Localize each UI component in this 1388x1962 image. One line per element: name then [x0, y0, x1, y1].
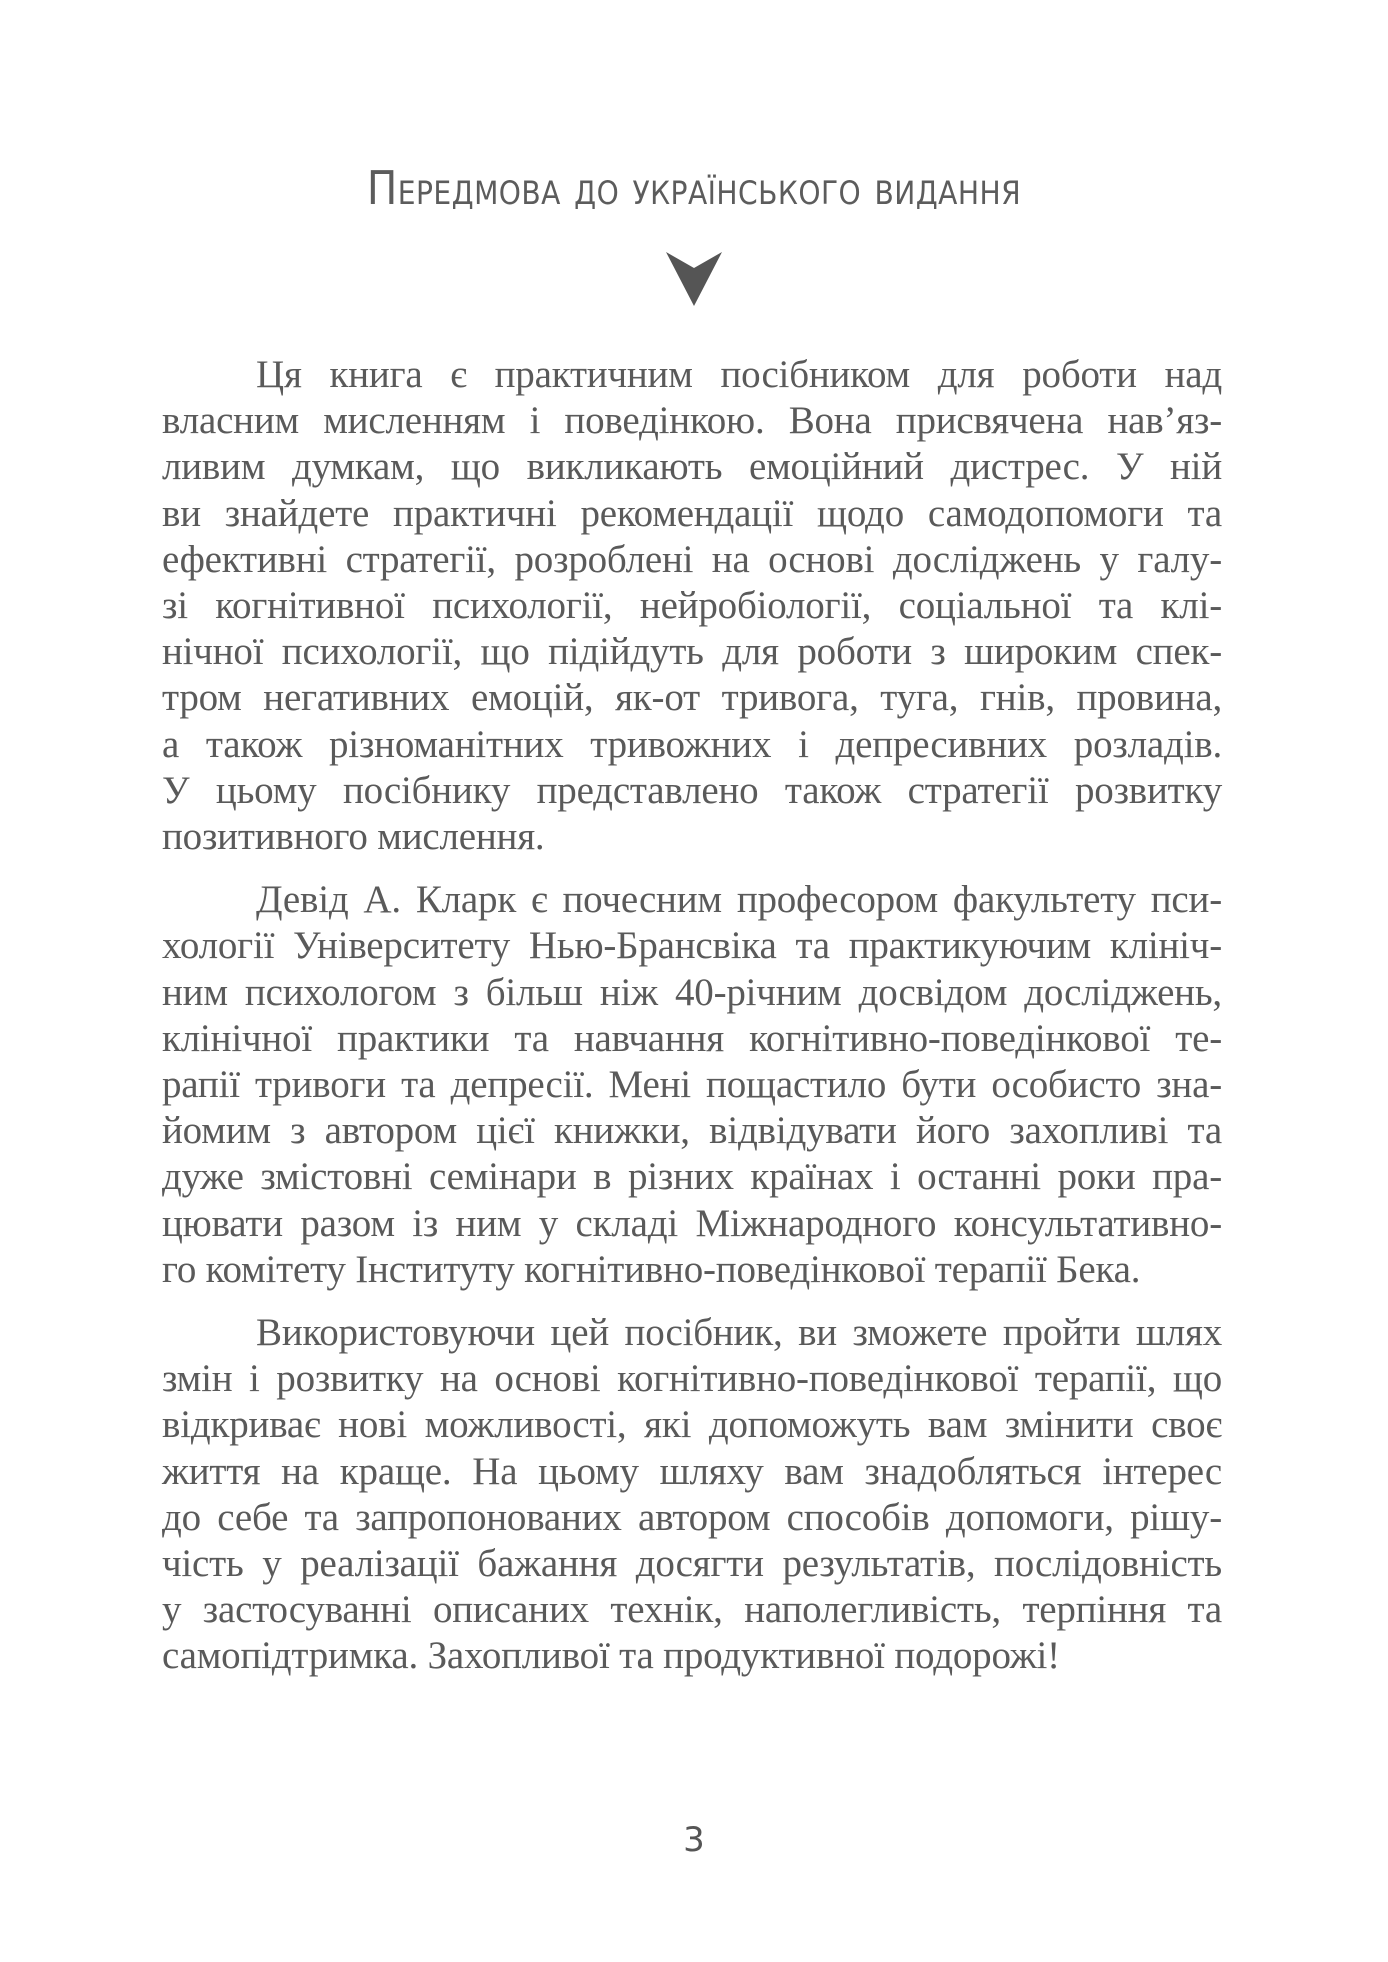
paragraph-1: [162, 352, 1222, 860]
text-line: життя на краще. На цьому шляху вам знадобляться інтерес: [162, 1449, 1222, 1493]
text-line: хології Університету Нью-Брансвіка та практикуючим клініч-: [162, 924, 1222, 968]
text-line: У цьому посібнику представлено також стратегії розвитку: [162, 768, 1222, 812]
text-line: а також різноманітних тривожних і депресивних розладів.: [162, 722, 1222, 766]
text-line: Девід А. Кларк є почесним професором факультету пси-: [256, 878, 1222, 922]
body-text: [162, 352, 1222, 1697]
text-line: дуже змістовні семінари в різних країнах і останні роки пра-: [162, 1155, 1222, 1199]
down-arrow-icon: [666, 252, 722, 306]
text-line: ви знайдете практичні рекомендації щодо самодопомоги та: [162, 491, 1222, 535]
text-line: зі когнітивної психології, нейробіології, соціальної та клі-: [162, 584, 1222, 628]
text-line: цювати разом із ним у складі Міжнародного консультативно-: [162, 1201, 1222, 1245]
paragraph-2: [162, 877, 1222, 1293]
text-line: тром негативних емоцій, як-от тривога, туга, гнів, провина,: [162, 676, 1222, 720]
text-line: го комітету Інституту когнітивно-поведінкової терапії Бека.: [162, 1247, 1141, 1291]
text-line: у застосуванні описаних технік, наполегливість, терпіння та: [162, 1588, 1222, 1632]
text-line: чість у реалізації бажання досягти результатів, послідовність: [162, 1542, 1222, 1586]
text-line: йомим з автором цієї книжки, відвідувати його захопливі та: [162, 1109, 1222, 1153]
text-line: відкриває нові можливості, які допоможуть вам змінити своє: [162, 1403, 1222, 1447]
text-line: нічної психології, що підійдуть для роботи з широким спек-: [162, 630, 1222, 674]
text-line: власним мисленням і поведінкою. Вона присвячена нав’яз-: [162, 399, 1222, 443]
text-line: позитивного мислення.: [162, 815, 545, 859]
text-line: змін і розвитку на основі когнітивно-поведінкової терапії, що: [162, 1357, 1222, 1401]
text-line: ним психологом з більш ніж 40-річним досвідом досліджень,: [162, 970, 1222, 1014]
text-line: Використовуючи цей посібник, ви зможете пройти шлях: [256, 1311, 1222, 1355]
text-line: рапії тривоги та депресії. Мені пощастило бути особисто зна-: [162, 1063, 1222, 1107]
text-line: ливим думкам, що викликають емоційний дистрес. У ній: [162, 445, 1222, 489]
text-line: клінічної практики та навчання когнітивно-поведінкової те-: [162, 1016, 1222, 1060]
text-line: ефективні стратегії, розроблені на основі досліджень у галу-: [162, 537, 1222, 581]
page-number: 3: [683, 1820, 705, 1860]
text-line: Ця книга є практичним посібником для роботи над: [256, 353, 1222, 396]
text-line: до себе та запропонованих автором способів допомоги, рішу-: [162, 1495, 1222, 1539]
page-title: Передмова до українського видання: [366, 161, 1022, 215]
text-line: самопідтримка. Захопливої та продуктивної подорожі!: [162, 1634, 1060, 1678]
paragraph-3: [162, 1310, 1222, 1680]
